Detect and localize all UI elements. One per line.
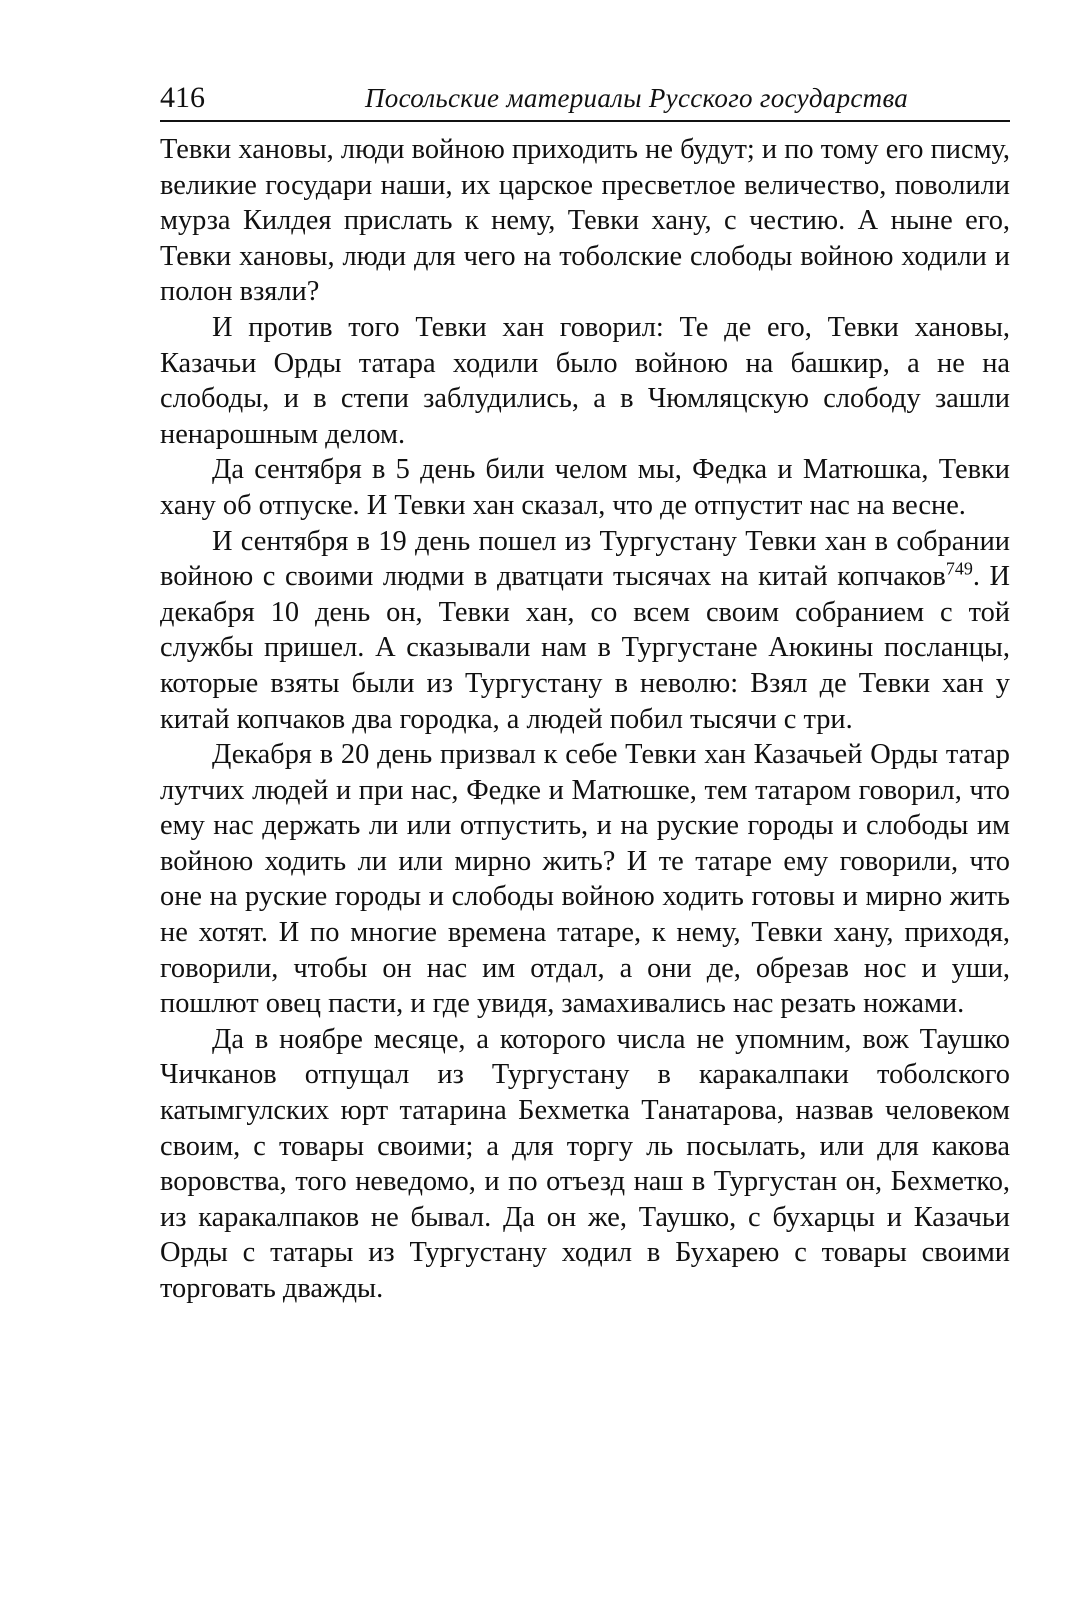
paragraph (160, 524, 1010, 738)
page-number: 416 (160, 81, 205, 114)
paragraph-text: И сентября в 19 день пошел из Тургустану Тевки хан в собрании войною с своими людми в дватцати тысячах на китай копчаков (160, 525, 1010, 593)
footnote-marker: 749 (945, 558, 973, 579)
paragraph: Да сентября в 5 день били челом мы, Федка и Матюшка, Тевки хану об отпуске. И Тевки хан сказал, что де отпустит нас на весне. (160, 454, 1010, 521)
paragraph: Декабря в 20 день призвал к себе Тевки хан Казачьей Орды татар лутчих людей и при нас, Федке и Матюшке, тем татаром говорил, что ему нас держать ли или отпустить, и на руские городы и слободы им войною ходить ли или мирно жить? И те татаре ему говорили, что оне на руские городы и слободы войною ходить готовы и мирно жить не хотят. И по многие времена татаре, к нему, Тевки хану, приходя, говорили, чтобы он нас им отдал, а они де, обрезав нос и уши, пошлют овец пасти, и где увидя, замахивались нас резать ножами. (160, 739, 1010, 1020)
paragraph-text: . И декабря 10 день он, Тевки хан, со всем своим собранием с той службы пришел. А сказывали нам в Тургустане Аюкины посланцы, которые взяты были из Тургустану в неволю: Взял де Тевки хан у китай копчаков два городка, а людей побил тысячи с три. (160, 561, 1010, 735)
paragraph: И против того Тевки хан говорил: Те де его, Тевки хановы, Казачьи Орды татара ходили было войною на башкир, а не на слободы, и в степи заблудились, а в Чюмляцскую слободу зашли ненарошным делом. (160, 311, 1010, 450)
book-page (160, 78, 1010, 1307)
paragraph: Да в нoябре месяце, а которого числа не упомним, вож Таушко Чичканов отпущал из Тургустану в каракалпаки тоболского катымгулских юрт татарина Бехметка Танатарова, назвав человеком своим, с товары своими; а для торгу ль посылать, или для какова воровства, того неведомо, и по отъезд наш в Тургустан он, Бехметко, из каракалпаков не бывал. Да он же, Таушко, с бухарцы и Казачьи Орды с татары из Тургустану ходил в Бухарею с товары своими торговать дважды. (160, 1023, 1010, 1304)
running-title: Посольские материалы Русского государства (365, 83, 909, 113)
page-body (160, 132, 1010, 1307)
paragraph: Тевки хановы, люди войною приходить не будут; и по тому его писму, великие государи наши, их царское пресветлое величество, поволили мурза Килдея прислать к нему, Тевки хану, с честию. А ныне его, Тевки хановы, люди для чего на тоболские слободы войною ходили и полон взяли? (160, 134, 1010, 308)
running-header (160, 78, 1010, 122)
